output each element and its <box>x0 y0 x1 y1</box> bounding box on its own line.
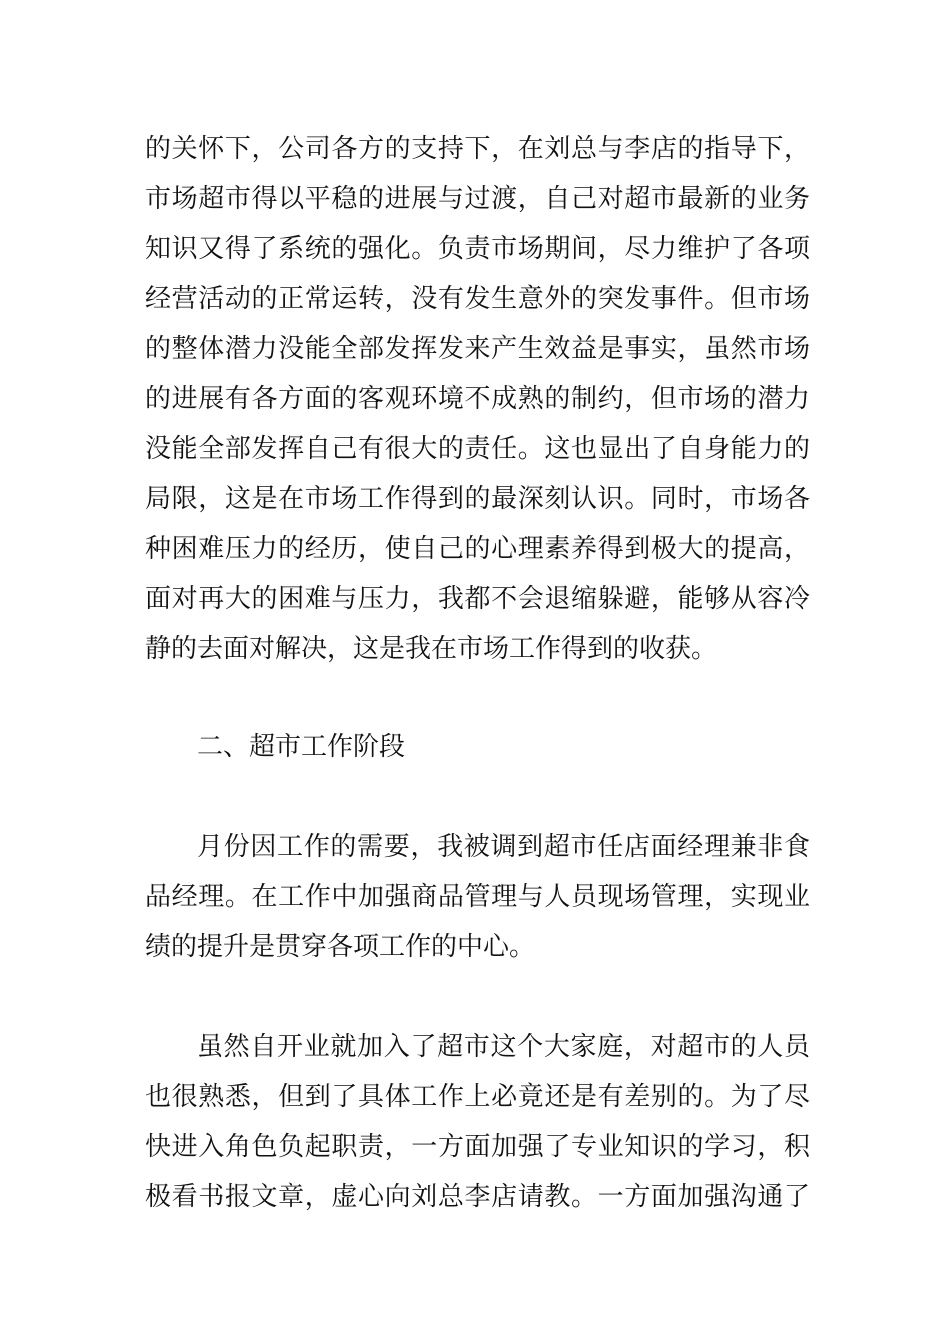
paragraph-supermarket-role <box>145 822 810 972</box>
text-line: 经营活动的正常运转，没有发生意外的突发事件。但市场 <box>145 284 810 314</box>
paragraph-learning <box>145 1022 810 1222</box>
text-line: 的整体潜力没能全部发挥发来产生效益是事实，虽然市场 <box>145 334 810 364</box>
text-line: 极看书报文章，虚心向刘总李店请教。一方面加强沟通了 <box>145 1182 810 1212</box>
paragraph-market-work <box>145 124 810 674</box>
text-line: 月份因工作的需要，我被调到超市任店面经理兼非食 <box>197 832 810 862</box>
text-line: 也很熟悉，但到了具体工作上必竟还是有差别的。为了尽 <box>145 1082 810 1112</box>
text-line: 种困难压力的经历，使自己的心理素养得到极大的提高， <box>145 534 810 564</box>
text-line: 没能全部发挥自己有很大的责任。这也显出了自身能力的 <box>145 434 810 464</box>
text-line: 虽然自开业就加入了超市这个大家庭，对超市的人员 <box>197 1032 810 1062</box>
section-heading <box>145 722 810 772</box>
text-line: 静的去面对解决，这是我在市场工作得到的收获。 <box>145 634 718 664</box>
text-line: 市场超市得以平稳的进展与过渡，自己对超市最新的业务 <box>145 184 810 214</box>
text-line: 快进入角色负起职责，一方面加强了专业知识的学习，积 <box>145 1132 810 1162</box>
text-line: 的关怀下，公司各方的支持下，在刘总与李店的指导下， <box>145 134 810 164</box>
text-line: 面对再大的困难与压力，我都不会退缩躲避，能够从容冷 <box>145 584 810 614</box>
section-heading-text: 二、超市工作阶段 <box>197 732 406 762</box>
text-line: 知识又得了系统的强化。负责市场期间，尽力维护了各项 <box>145 234 810 264</box>
text-line: 品经理。在工作中加强商品管理与人员现场管理，实现业 <box>145 882 810 912</box>
text-line: 绩的提升是贯穿各项工作的中心。 <box>145 932 536 962</box>
text-line: 局限，这是在市场工作得到的最深刻认识。同时，市场各 <box>145 484 810 514</box>
text-line: 的进展有各方面的客观环境不成熟的制约，但市场的潜力 <box>145 384 810 414</box>
